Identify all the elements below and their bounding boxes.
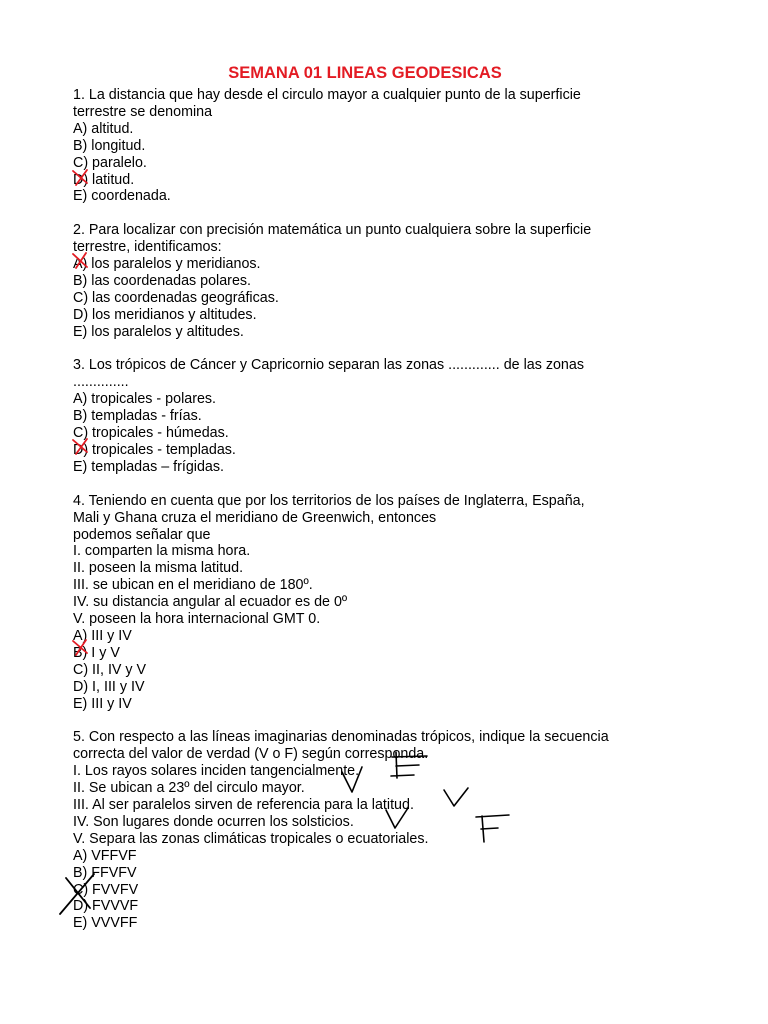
question-text: terrestre, identificamos: (73, 239, 222, 256)
answer-option: E) templadas – frígidas. (73, 458, 224, 475)
answer-option: D) los meridianos y altitudes. (73, 306, 257, 323)
answer-option: D) FVVVF (73, 898, 139, 915)
answer-option: A) altitud. (73, 120, 134, 137)
statement-item: I. comparten la misma hora. (73, 543, 251, 560)
answer-option: B) las coordenadas polares. (73, 272, 252, 289)
question-text: Mali y Ghana cruza el meridiano de Greenwich, entonces (73, 509, 437, 526)
statement-item: II. Se ubican a 23º del circulo mayor. (73, 780, 305, 797)
question-text: 1. La distancia que hay desde el circulo mayor a cualquier punto de la superficie (73, 87, 581, 103)
answer-option: D) tropicales - templadas. (73, 442, 236, 458)
question-text: 5. Con respecto a las líneas imaginarias denominadas trópicos, indique la secuencia (73, 729, 609, 746)
answer-option: C) tropicales - húmedas. (73, 425, 229, 442)
statement-item: III. se ubican en el meridiano de 180º. (73, 577, 313, 594)
question-text: 4. Teniendo en cuenta que por los territorios de los países de Inglaterra, España, (73, 492, 585, 509)
question-text: podemos señalar que (73, 526, 211, 543)
answer-option: B) I y V (73, 644, 120, 661)
answer-option: A) VFFVF (73, 847, 137, 864)
statement-item: IV. su distancia angular al ecuador es de 0º (73, 594, 348, 611)
question-5 (73, 729, 673, 932)
statement-item: IV. Son lugares donde ocurren los solsticios. (73, 813, 354, 830)
statement-item: III. Al ser paralelos sirven de referencia para la latitud. (73, 797, 414, 813)
answer-option: B) templadas - frías. (73, 408, 202, 425)
statement-item: V. Separa las zonas climáticas tropicales o ecuatoriales. (73, 830, 429, 847)
question-text: 3. Los trópicos de Cáncer y Capricornio separan las zonas ............. de las zonas (73, 357, 584, 374)
answer-option: C) paralelo. (73, 154, 147, 171)
question-text: terrestre se denomina (73, 103, 213, 120)
question-4 (73, 493, 673, 713)
answer-option: C) las coordenadas geográficas. (73, 289, 279, 306)
answer-option: B) longitud. (73, 137, 146, 154)
statement-item: II. poseen la misma latitud. (73, 560, 244, 577)
page-title: SEMANA 01 LINEAS GEODESICAS (228, 64, 502, 82)
question-text: correcta del valor de verdad (V o F) según corresponda. (73, 746, 429, 763)
answer-option: A) tropicales - polares. (73, 391, 217, 408)
answer-option: C) FVVFV (73, 881, 139, 898)
question-2 (73, 222, 673, 340)
answer-option: A) los paralelos y meridianos. (73, 256, 261, 273)
question-1 (73, 87, 673, 205)
answer-option: D) I, III y IV (73, 678, 145, 695)
answer-option: E) los paralelos y altitudes. (73, 323, 244, 340)
question-3 (73, 357, 673, 475)
answer-option: B) FFVFV (73, 864, 137, 881)
question-list (73, 87, 673, 932)
question-text: .............. (73, 374, 129, 391)
answer-option: D) latitud. (73, 171, 135, 188)
exam-page (73, 62, 673, 949)
answer-option: E) coordenada. (73, 188, 171, 205)
answer-option: E) III y IV (73, 695, 132, 712)
statement-item: I. Los rayos solares inciden tangencialmente. (73, 763, 360, 780)
statement-item: V. poseen la hora internacional GMT 0. (73, 611, 321, 628)
answer-option: A) III y IV (73, 627, 132, 644)
answer-option: E) VVVFF (73, 915, 138, 932)
question-text: 2. Para localizar con precisión matemática un punto cualquiera sobre la superficie (73, 222, 592, 239)
answer-option: C) II, IV y V (73, 661, 147, 678)
